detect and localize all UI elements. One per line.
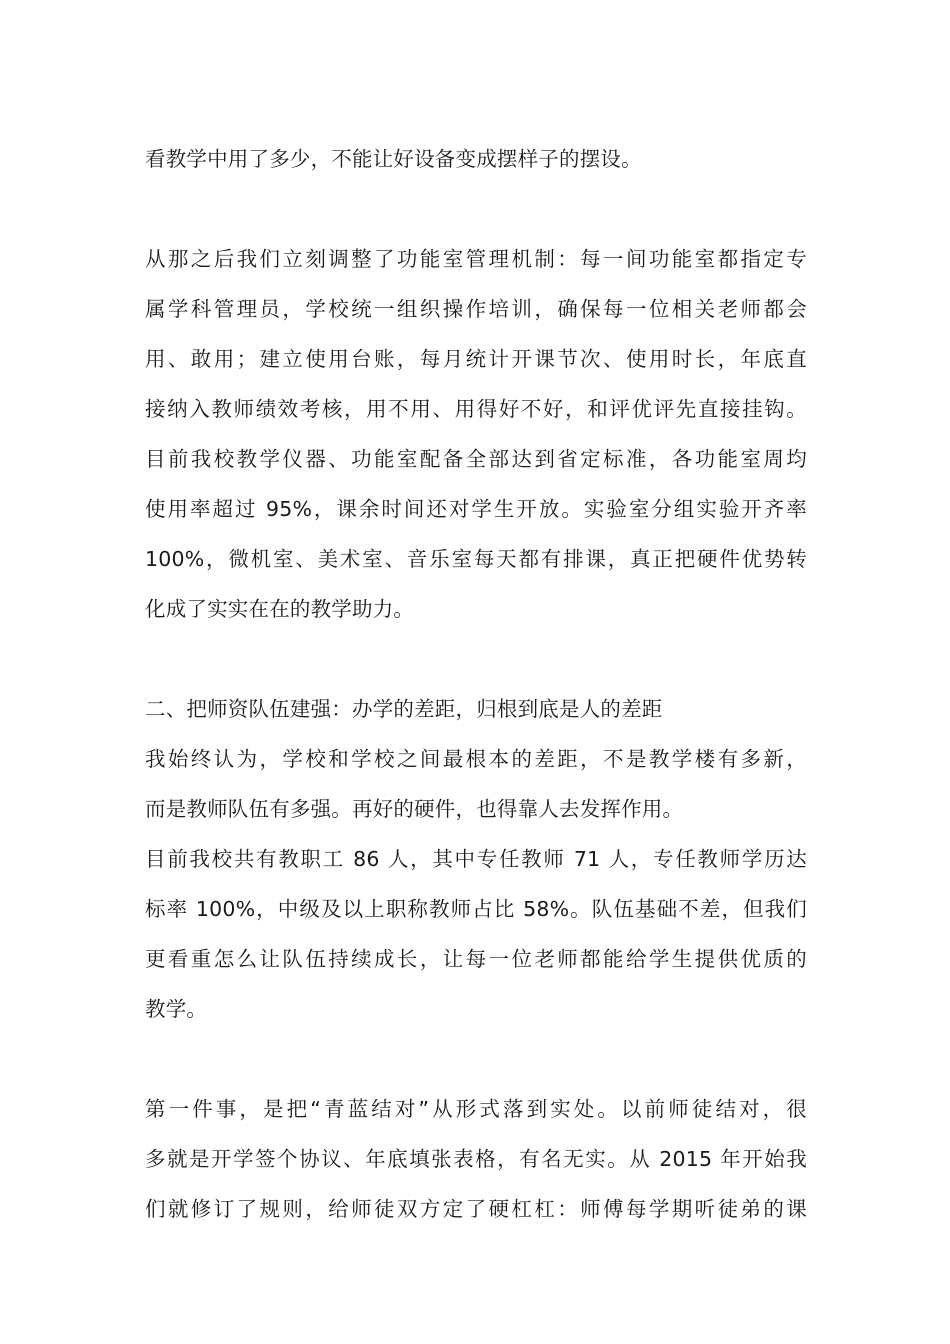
- text-line-6: 接纳入教师绩效考核，用不用、用得好不好，和评优评先直接挂钩。: [145, 397, 807, 421]
- text-line-18: 教学。: [145, 997, 208, 1021]
- text-line-21: 多就是开学签个协议、年底填张表格，有名无实。从 2015 年开始我: [145, 1147, 807, 1171]
- text-line-13: 我始终认为，学校和学校之间最根本的差距，不是教学楼有多新，: [145, 747, 807, 771]
- paragraph-spacer: [145, 184, 807, 234]
- text-line-9: 100%，微机室、美术室、音乐室每天都有排课，真正把硬件优势转: [145, 547, 807, 571]
- text-line-4: 属学科管理员，学校统一组织操作培训，确保每一位相关老师都会: [145, 297, 807, 321]
- text-line-8: 使用率超过 95%，课余时间还对学生开放。实验室分组实验开齐率: [145, 497, 807, 521]
- paragraph-spacer: [145, 634, 807, 684]
- text-line-14: 而是教师队伍有多强。再好的硬件，也得靠人去发挥作用。: [145, 797, 684, 821]
- paragraph-spacer: [145, 1034, 807, 1084]
- document-body: [145, 134, 807, 1234]
- text-line-20: 第一件事，是把“青蓝结对”从形式落到实处。以前师徒结对，很: [145, 1097, 807, 1121]
- text-line-22: 们就修订了规则，给师徒双方定了硬杠杠：师傅每学期听徒弟的课: [145, 1197, 807, 1221]
- text-line-10: 化成了实实在在的教学助力。: [145, 597, 415, 621]
- text-line-15: 目前我校共有教职工 86 人，其中专任教师 71 人，专任教师学历达: [145, 847, 807, 871]
- text-line-16: 标率 100%，中级及以上职称教师占比 58%。队伍基础不差，但我们: [145, 897, 807, 921]
- text-line-5: 用、敢用；建立使用台账，每月统计开课节次、使用时长，年底直: [145, 347, 807, 371]
- text-line-1: 看教学中用了多少，不能让好设备变成摆样子的摆设。: [145, 147, 642, 171]
- text-line-3: 从那之后我们立刻调整了功能室管理机制：每一间功能室都指定专: [145, 247, 807, 271]
- section-heading: 二、把师资队伍建强：办学的差距，归根到底是人的差距: [145, 697, 663, 721]
- text-line-17: 更看重怎么让队伍持续成长，让每一位老师都能给学生提供优质的: [145, 947, 807, 971]
- text-line-7: 目前我校教学仪器、功能室配备全部达到省定标准，各功能室周均: [145, 447, 807, 471]
